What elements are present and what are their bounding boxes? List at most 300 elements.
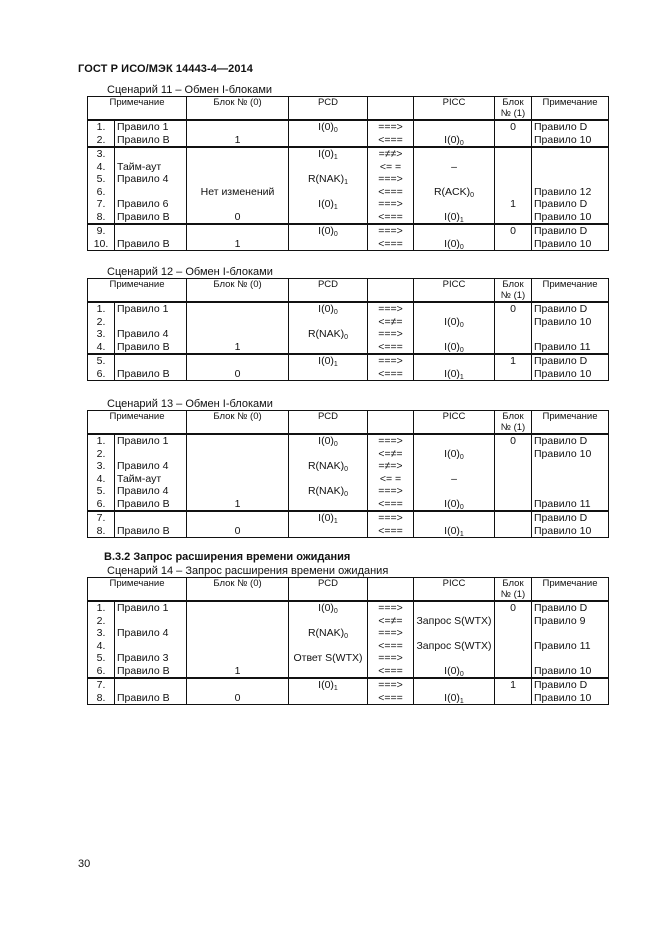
rule-note [532, 601, 609, 615]
row-note-text: Правило 4 [117, 328, 169, 340]
row-note-text: Правило В [117, 340, 170, 353]
row-note-text: Правило 4 [117, 627, 169, 639]
transfer-arrow [368, 473, 414, 486]
pcd-value-subscript: 1 [344, 179, 349, 186]
row-number [88, 316, 115, 329]
pcd-value [289, 161, 368, 174]
block-number-0 [187, 652, 289, 665]
scenario-11 [87, 84, 608, 251]
block-number-0 [187, 341, 289, 355]
row-number-text: 8. [96, 524, 106, 537]
block-number-1-text: 0 [510, 121, 516, 133]
picc-value-subscript: 0 [459, 453, 464, 460]
block-number-1 [495, 238, 532, 251]
table-row [88, 134, 609, 148]
pcd-value [289, 473, 368, 486]
picc-value-text: I(0) [444, 691, 460, 704]
transfer-arrow-text: <=≠= [378, 315, 403, 328]
column-header: PICC [414, 97, 495, 121]
column-header: Примечание [88, 97, 187, 121]
block-number-0 [187, 460, 289, 473]
table-row [88, 652, 609, 665]
picc-value-text: I(0) [444, 237, 460, 250]
picc-value-text: I(0) [444, 447, 460, 460]
block-number-0 [187, 186, 289, 199]
row-note [115, 627, 187, 640]
block-number-0 [187, 511, 289, 525]
row-note [115, 173, 187, 186]
block-number-0 [187, 198, 289, 211]
row-number-text: 4. [96, 639, 106, 652]
block-number-0 [187, 678, 289, 692]
column-header: Блок № (1) [495, 411, 532, 435]
row-note-text: Правило В [117, 524, 170, 537]
row-note-text: Правило В [117, 133, 170, 146]
pcd-value [289, 511, 368, 525]
pcd-value [289, 328, 368, 341]
row-number-text: 7. [96, 512, 106, 524]
transfer-arrow [368, 211, 414, 225]
pcd-value-subscript: 1 [333, 361, 338, 368]
pcd-value-text: R(NAK) [307, 173, 345, 185]
transfer-arrow [368, 652, 414, 665]
block-number-1 [495, 368, 532, 381]
rule-note [532, 678, 609, 692]
picc-value [414, 640, 495, 653]
pcd-value-subscript: 0 [344, 334, 349, 341]
column-header: PICC [414, 279, 495, 303]
picc-value [414, 615, 495, 628]
pcd-value [289, 173, 368, 186]
block-number-0 [187, 173, 289, 186]
row-note-text: Правило 3 [117, 652, 169, 664]
picc-value [414, 198, 495, 211]
block-number-0 [187, 211, 289, 225]
pcd-value [289, 692, 368, 705]
transfer-arrow-text: <=≠= [378, 447, 403, 460]
transfer-arrow [368, 601, 414, 615]
block-number-1-text: 1 [510, 198, 516, 210]
transfer-arrow-text: ===> [378, 627, 403, 639]
table-row [88, 368, 609, 381]
pcd-value-text: Ответ S(WTX) [293, 652, 363, 664]
transfer-arrow-text: ===> [378, 485, 403, 497]
picc-value-text: I(0) [444, 497, 460, 510]
rule-note-text: Правило 10 [534, 524, 592, 537]
pcd-value [289, 678, 368, 692]
pcd-value [289, 434, 368, 448]
column-header [368, 97, 414, 121]
table-row [88, 328, 609, 341]
transfer-arrow [368, 640, 414, 653]
row-note [115, 186, 187, 199]
pcd-value [289, 134, 368, 148]
block-number-0 [187, 120, 289, 134]
transfer-arrow-text: ===> [378, 225, 403, 237]
row-number-text: 7. [96, 679, 106, 691]
block-number-0 [187, 485, 289, 498]
block-number-0 [187, 525, 289, 538]
row-number [88, 627, 115, 640]
transfer-arrow [368, 448, 414, 461]
picc-value [414, 134, 495, 148]
column-header: Примечание [88, 578, 187, 602]
rule-note [532, 134, 609, 148]
table-row [88, 511, 609, 525]
block-number-1 [495, 354, 532, 368]
row-number [88, 147, 115, 161]
row-note-text: Тайм-аут [117, 160, 162, 173]
picc-value-text: I(0) [444, 664, 460, 677]
row-number [88, 341, 115, 355]
table-row [88, 460, 609, 473]
row-number [88, 525, 115, 538]
transfer-arrow-text: ===> [378, 328, 403, 340]
transfer-arrow-text: <=== [378, 237, 403, 250]
pcd-value [289, 448, 368, 461]
block-number-1-text: 0 [510, 303, 516, 315]
rule-note [532, 328, 609, 341]
transfer-arrow-text: <=== [378, 133, 403, 146]
rule-note [532, 511, 609, 525]
table-row [88, 173, 609, 186]
scenario-13 [87, 398, 608, 538]
transfer-arrow [368, 238, 414, 251]
table-row [88, 120, 609, 134]
row-number-text: 5. [96, 355, 106, 367]
row-note [115, 498, 187, 512]
pcd-value-text: I(0) [318, 198, 334, 210]
picc-value-text: R(ACK) [433, 185, 471, 198]
row-number-text: 5. [96, 485, 106, 497]
transfer-arrow [368, 485, 414, 498]
rule-note-text: Правило D [534, 679, 588, 691]
row-number-text: 9. [96, 225, 106, 237]
block-number-0 [187, 238, 289, 251]
picc-value-subscript: 0 [459, 670, 464, 678]
transfer-arrow [368, 161, 414, 174]
transfer-arrow [368, 198, 414, 211]
transfer-arrow-text: <=== [378, 524, 403, 537]
pcd-value [289, 120, 368, 134]
rule-note [532, 448, 609, 461]
picc-value [414, 316, 495, 329]
row-note-text: Правило В [117, 664, 170, 677]
table-row [88, 473, 609, 486]
picc-value [414, 368, 495, 381]
rule-note [532, 341, 609, 355]
block-number-1 [495, 186, 532, 199]
pcd-value-text: R(NAK) [307, 328, 345, 340]
transfer-arrow [368, 147, 414, 161]
column-header: Блок № (0) [187, 411, 289, 435]
picc-value [414, 147, 495, 161]
pcd-value-text: I(0) [318, 121, 334, 133]
block-number-1 [495, 316, 532, 329]
row-note [115, 302, 187, 316]
block-number-0 [187, 665, 289, 679]
picc-value [414, 434, 495, 448]
rule-note [532, 224, 609, 238]
table-header-row [88, 578, 609, 602]
picc-value [414, 692, 495, 705]
row-number [88, 120, 115, 134]
row-number [88, 473, 115, 486]
picc-value-subscript: 1 [459, 530, 464, 538]
rule-note [532, 640, 609, 653]
block-number-1 [495, 511, 532, 525]
transfer-arrow-text: <=== [378, 185, 403, 198]
picc-value-subscript: 0 [459, 139, 464, 147]
block-number-0-text: Нет изменений [200, 185, 275, 198]
row-number-text: 4. [96, 472, 106, 485]
transfer-arrow-text: ===> [378, 512, 403, 524]
pcd-value-text: R(NAK) [307, 627, 345, 639]
row-note [115, 640, 187, 653]
column-header: PCD [289, 279, 368, 303]
column-header: Блок № (0) [187, 97, 289, 121]
transfer-arrow-text: ===> [378, 652, 403, 664]
row-note-text: Правило 4 [117, 485, 169, 497]
block-number-1 [495, 460, 532, 473]
table-row [88, 147, 609, 161]
row-note-text: Правило В [117, 210, 170, 223]
picc-value-subscript: 1 [459, 216, 464, 224]
picc-value [414, 498, 495, 512]
picc-value-subscript: 1 [459, 697, 464, 705]
transfer-arrow [368, 224, 414, 238]
picc-value-subscript: 0 [459, 321, 464, 328]
scenario-caption: Сценарий 14 – Запрос расширения времени ожидания [107, 565, 389, 577]
block-number-1 [495, 498, 532, 512]
pcd-value [289, 211, 368, 225]
block-number-0-text: 0 [234, 210, 241, 223]
pcd-value-text: I(0) [318, 148, 334, 160]
block-number-1-text: 1 [510, 679, 516, 691]
rule-note-text: Правило D [534, 303, 588, 315]
column-header: PICC [414, 578, 495, 602]
scenario-table [87, 577, 609, 705]
rule-note [532, 473, 609, 486]
row-note [115, 448, 187, 461]
transfer-arrow [368, 615, 414, 628]
row-number [88, 211, 115, 225]
block-number-0 [187, 692, 289, 705]
row-number-text: 1. [96, 435, 106, 447]
picc-value [414, 224, 495, 238]
block-number-0 [187, 316, 289, 329]
picc-value-text: I(0) [444, 315, 460, 328]
table-row [88, 485, 609, 498]
picc-value [414, 678, 495, 692]
block-number-1 [495, 211, 532, 225]
row-number [88, 198, 115, 211]
pcd-value [289, 224, 368, 238]
picc-value-text: I(0) [444, 340, 460, 353]
page-number: 30 [78, 858, 91, 870]
block-number-1 [495, 448, 532, 461]
row-number [88, 328, 115, 341]
table-row [88, 525, 609, 538]
pcd-value [289, 354, 368, 368]
transfer-arrow [368, 511, 414, 525]
block-number-0 [187, 368, 289, 381]
picc-value-text: I(0) [444, 210, 460, 223]
transfer-arrow-text: <=== [378, 367, 403, 380]
pcd-value-text: I(0) [318, 303, 334, 315]
row-number-text: 4. [96, 340, 106, 353]
transfer-arrow [368, 173, 414, 186]
row-number [88, 434, 115, 448]
row-note-text: Правило 1 [117, 435, 169, 447]
block-number-1-text: 1 [510, 355, 516, 367]
row-number-text: 5. [96, 173, 106, 185]
block-number-0 [187, 627, 289, 640]
pcd-value-text: R(NAK) [307, 485, 345, 497]
row-note [115, 354, 187, 368]
row-number [88, 485, 115, 498]
table-row [88, 341, 609, 355]
rule-note-text: Правило 12 [534, 185, 592, 198]
picc-value [414, 601, 495, 615]
row-note-text: Правило 1 [117, 121, 169, 133]
row-note [115, 224, 187, 238]
document-header: ГОСТ Р ИСО/МЭК 14443-4—2014 [78, 63, 253, 75]
transfer-arrow-text: <=== [378, 340, 403, 353]
transfer-arrow [368, 434, 414, 448]
pcd-value [289, 627, 368, 640]
row-note-text: Правило 1 [117, 602, 169, 614]
table-header-row [88, 411, 609, 435]
row-number [88, 601, 115, 615]
column-header: Примечание [532, 411, 609, 435]
table-row [88, 692, 609, 705]
table-row [88, 316, 609, 329]
rule-note [532, 173, 609, 186]
rule-note-text: Правило D [534, 602, 588, 614]
pcd-value-subscript: 0 [333, 441, 338, 448]
table-row [88, 498, 609, 512]
rule-note [532, 198, 609, 211]
transfer-arrow [368, 678, 414, 692]
row-number [88, 615, 115, 628]
column-header: Блок № (0) [187, 578, 289, 602]
table-row [88, 434, 609, 448]
row-note [115, 238, 187, 251]
picc-value [414, 120, 495, 134]
pcd-value [289, 485, 368, 498]
block-number-1 [495, 173, 532, 186]
rule-note [532, 665, 609, 679]
table-row [88, 448, 609, 461]
row-number-text: 10. [93, 237, 109, 250]
rule-note-text: Правило 10 [534, 315, 592, 328]
pcd-value-text: I(0) [318, 435, 334, 447]
block-number-1 [495, 652, 532, 665]
picc-value [414, 211, 495, 225]
rule-note-text: Правило D [534, 198, 588, 210]
row-number [88, 692, 115, 705]
block-number-1 [495, 434, 532, 448]
column-header: Примечание [532, 97, 609, 121]
table-row [88, 627, 609, 640]
block-number-1 [495, 120, 532, 134]
rule-note [532, 615, 609, 628]
pcd-value [289, 498, 368, 512]
transfer-arrow-text: <=== [378, 664, 403, 677]
transfer-arrow [368, 120, 414, 134]
block-number-0 [187, 601, 289, 615]
row-number [88, 173, 115, 186]
row-number-text: 3. [96, 148, 106, 160]
transfer-arrow-text: ===> [378, 173, 403, 185]
pcd-value [289, 316, 368, 329]
picc-value [414, 448, 495, 461]
row-note [115, 161, 187, 174]
block-number-0 [187, 640, 289, 653]
row-note [115, 485, 187, 498]
block-number-1 [495, 328, 532, 341]
block-number-0 [187, 161, 289, 174]
picc-value [414, 328, 495, 341]
block-number-0-text: 1 [234, 497, 241, 510]
rule-note-text: Правило D [534, 512, 588, 524]
picc-value [414, 473, 495, 486]
rule-note [532, 238, 609, 251]
rule-note [532, 211, 609, 225]
block-number-1 [495, 161, 532, 174]
pcd-value-text: I(0) [318, 602, 334, 614]
column-header: Блок № (1) [495, 279, 532, 303]
table-row [88, 161, 609, 174]
rule-note-text: Правило 10 [534, 133, 592, 146]
pcd-value [289, 198, 368, 211]
pcd-value [289, 302, 368, 316]
transfer-arrow-text: =≠≠> [378, 148, 403, 160]
transfer-arrow [368, 341, 414, 355]
rule-note [532, 302, 609, 316]
column-header: PCD [289, 97, 368, 121]
table-row [88, 224, 609, 238]
pcd-value-text: I(0) [318, 512, 334, 524]
block-number-0-text: 0 [234, 691, 241, 704]
table-row [88, 198, 609, 211]
column-header: PCD [289, 578, 368, 602]
transfer-arrow-text: ===> [378, 679, 403, 691]
rule-note-text: Правило 10 [534, 210, 592, 223]
block-number-0-text: 1 [234, 340, 241, 353]
row-note-text: Правило 4 [117, 173, 169, 185]
transfer-arrow [368, 525, 414, 538]
transfer-arrow-text: <=== [378, 210, 403, 223]
block-number-1 [495, 525, 532, 538]
row-number-text: 1. [96, 303, 106, 315]
pcd-value-subscript: 0 [344, 491, 349, 498]
row-note-text: Правило 1 [117, 303, 169, 315]
pcd-value [289, 147, 368, 161]
block-number-0 [187, 434, 289, 448]
pcd-value [289, 525, 368, 538]
table-row [88, 354, 609, 368]
block-number-0 [187, 615, 289, 628]
row-note-text: Правило В [117, 497, 170, 510]
transfer-arrow-text: =≠=> [378, 460, 403, 472]
row-note [115, 652, 187, 665]
block-number-1 [495, 615, 532, 628]
rule-note [532, 460, 609, 473]
table-row [88, 678, 609, 692]
pcd-value [289, 640, 368, 653]
